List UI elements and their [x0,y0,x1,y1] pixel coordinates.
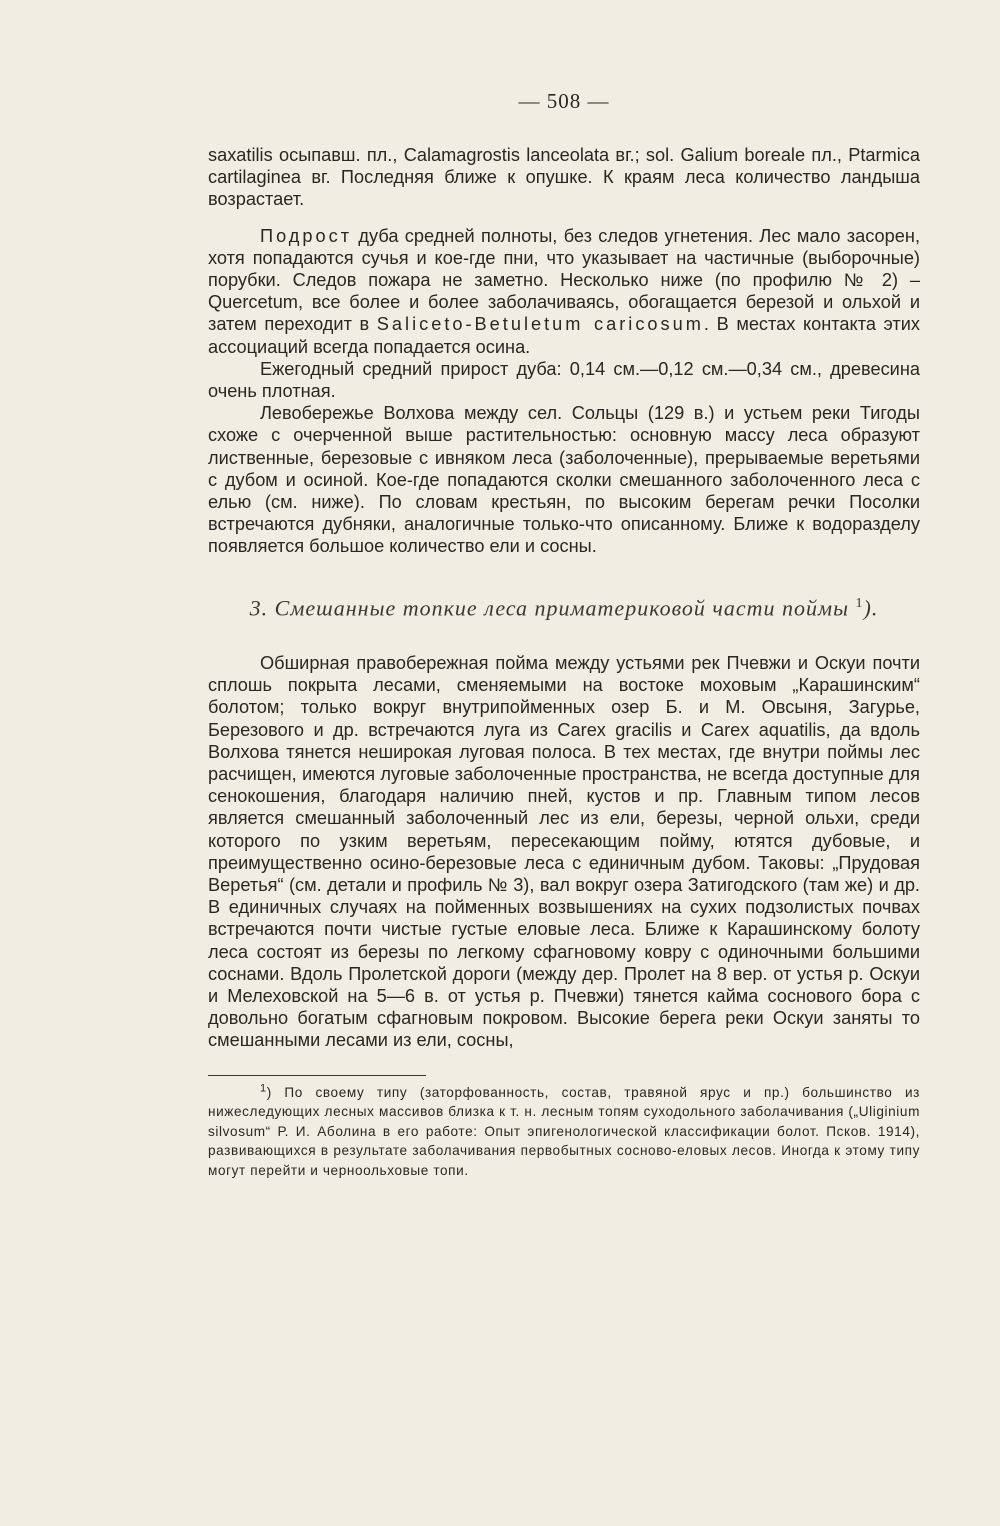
footnote-bracket: ) [266,1084,272,1100]
spaced-lead-word: Подрост [260,225,353,246]
section-heading-text: 3. Смешанные топкие леса приматериковой части поймы [249,594,849,620]
footnote-reference: 1 [855,595,864,611]
paragraph-undergrowth [208,225,920,358]
paragraph-species-list: saxatilis осыпавш. пл., Calamagrostis lanceolata вг.; sol. Galium boreale пл., Ptarmica cartilaginea вг. Последняя ближе к опушке. К краям леса количество ландыша возрастает. [208,145,920,210]
association-name: Saliceto-Betuletum caricosum [376,314,704,335]
footnote-text: По своему типу (заторфованность, состав, травяной ярус и пр.) большинство из нижеследующих лесных массивов близка к т. н. лесным топям суходольного заболачивания („Uliginium silvosum“ Р. И. Аболина в его работе: Опыт эпигенологической классификации болот. Псков. 1914), развивающихся в результате заболачивания первобытных сосново-еловых лесов. Иногда к этому типу могут перейти и черноольховые топи. [208,1084,920,1179]
paragraph-growth: Ежегодный средний прирост дуба: 0,14 см.—0,12 см.—0,34 см., древесина очень плотная. [208,358,920,402]
footnote [208,1083,920,1181]
paragraph-floodplain: Обширная правобережная пойма между устьями рек Пчевжи и Оскуи почти сплошь покрыта лесами, сменяемыми на востоке моховым „Карашинским“ болотом; только вокруг внутрипойменных озер Б. и М. Овсыня, Загурье, Березового и др. встречаются луга из Carex gracilis и Carex aquatilis, да вдоль Волхова тянется неширокая луговая полоса. В тех местах, где внутри поймы лес расчищен, имеются луговые заболоченные пространства, не всегда доступные для сенокошения, благодаря наличию пней, кустов и пр. Главным типом лесов является смешанный заболоченный лес из ели, березы, черной ольхи, среди которого по узким веретьям, пересекающим пойму, ютятся дубовые, и преимущественно осино-березовые леса с единичным дубом. Таковы: „Прудовая Веретья“ (см. детали и профиль № 3), вал вокруг озера Затигодского (там же) и др. В единичных случаях на пойменных возвышениях на сухих подзолистых почвах встречаются почти чистые густые еловые леса. Ближе к Карашинскому болоту леса состоят из березы по легкому сфагновому ковру с одиночными большими соснами. Вдоль Пролетской дороги (между дер. Пролет на 8 вер. от устья р. Оскуи и Мелеховской на 5—6 в. от устья р. Пчевжи) тянется кайма соснового бора с довольно богатым сфагновым покровом. Высокие берега реки Оскуи заняты то смешанными лесами из ели, сосны, [208,652,920,1051]
paragraph-undergrowth-text-b: . В местах контакта этих ассоциаций всегда попадается осина. [208,314,921,357]
section-heading-closing: ). [863,594,879,620]
footnote-marker: 1 [260,1082,267,1095]
book-page [208,88,920,1181]
page-number: — 508 — [518,89,610,113]
section-heading [208,590,920,622]
footnote-divider [208,1075,426,1076]
paragraph-undergrowth-text-a: дуба средней полноты, без следов угнетения. Лес мало засорен, хотя попадаются сучья и кое-где пни, что указывает на частичные (выборочные) порубки. Следов пожара не заметно. Несколько ниже (по профилю № 2) – Quercetum, все более и более заболачиваясь, обогащается березой и ольхой и затем переходит в [208,225,920,335]
paragraph-left-bank: Левобережье Волхова между сел. Сольцы (129 в.) и устьем реки Тигоды схоже с очерченной выше растительностью: основную массу леса образуют лиственные, березовые с ивняком леса (заболоченные), прерываемые веретьями с дубом и осиной. Кое-где попадаются сколки смешанного заболоченного леса с елью (см. ниже). По словам крестьян, по высоким берегам речки Посолки встречаются дубняки, аналогичные только-что описанному. Ближе к водоразделу появляется большое количество ели и сосны. [208,403,920,557]
